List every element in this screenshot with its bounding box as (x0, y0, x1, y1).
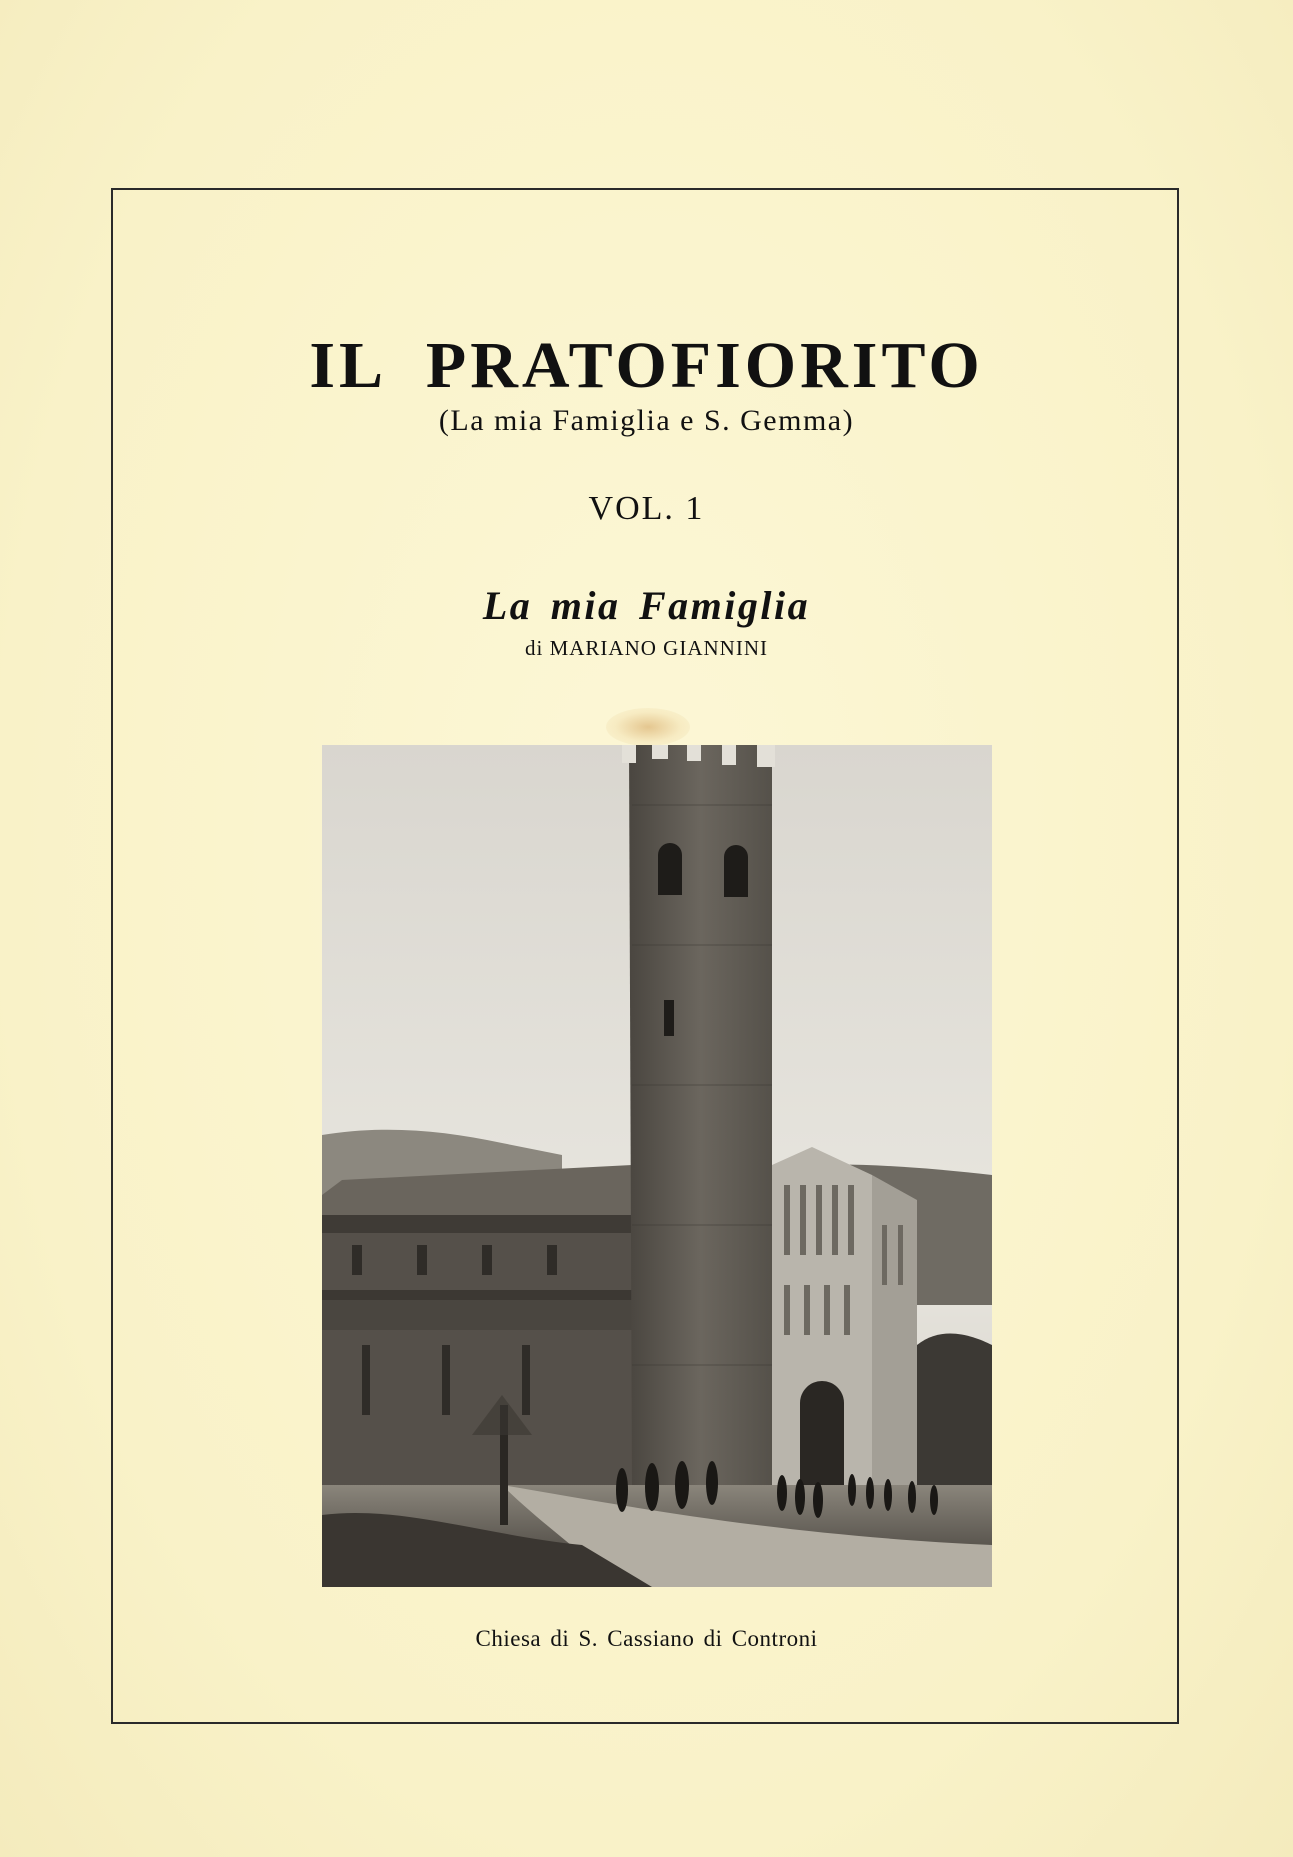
book-subtitle: (La mia Famiglia e S. Gemma) (438, 404, 855, 437)
photo-caption: Chiesa di S. Cassiano di Controni (475, 1626, 818, 1651)
volume-number: VOL. 1 (588, 490, 705, 527)
paper-stain (606, 708, 690, 746)
book-title: IL PRATOFIORITO (309, 329, 984, 402)
volume-title: La mia Famiglia (482, 583, 811, 628)
author-line: di MARIANO GIANNINI (525, 636, 768, 660)
church-photograph (322, 745, 992, 1587)
